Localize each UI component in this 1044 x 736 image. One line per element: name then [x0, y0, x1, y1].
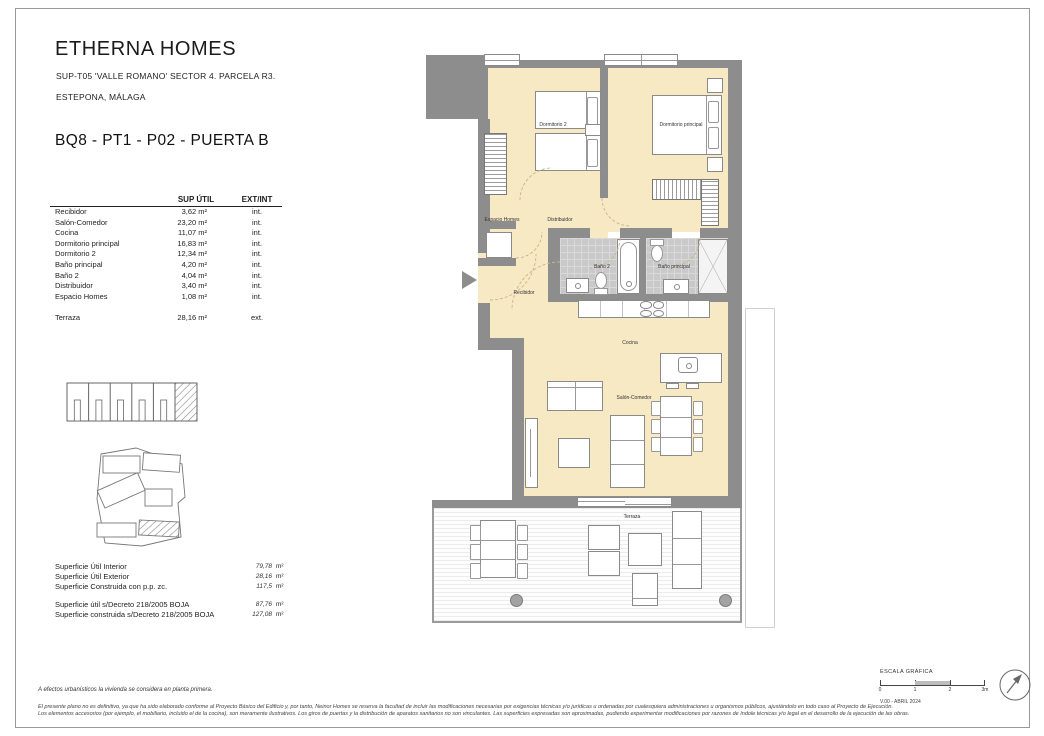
unit-code: BQ8 - PT1 - P02 - PUERTA B — [55, 132, 269, 149]
room-label-bano2: Baño 2 — [594, 264, 610, 270]
floor-plan — [420, 48, 780, 633]
wall — [432, 500, 512, 508]
terrace-chair — [517, 563, 528, 579]
areas-table-row — [50, 228, 282, 239]
appliance — [486, 232, 512, 258]
scale-ruler — [880, 679, 985, 686]
room-label-dormitorio2: Dormitorio 2 — [539, 122, 567, 128]
areas-table-row — [50, 218, 282, 229]
coffee-table — [558, 438, 590, 468]
cooktop — [640, 301, 664, 317]
areas-table-row — [50, 207, 282, 218]
room-location: int. — [251, 270, 262, 280]
room-label-recibidor: Recibidor — [513, 290, 535, 296]
washbasin — [566, 278, 589, 293]
room-label-distribuidor: Distribuidor — [547, 217, 573, 223]
highlighted-unit — [175, 383, 197, 421]
stool — [686, 383, 699, 389]
room-location: int. — [251, 238, 262, 248]
room-location: int. — [251, 207, 262, 216]
room-name: Baño principal — [55, 259, 103, 269]
scale-tick-label: 1 — [913, 687, 917, 693]
room-label-espacio-homes: Espacio Homes — [484, 217, 520, 223]
terrace-table — [480, 520, 516, 578]
summary-unit: m² — [276, 573, 284, 580]
summary-rows-1 — [55, 562, 292, 592]
single-bed — [535, 133, 601, 171]
room-area: 28,16 m² — [177, 313, 207, 323]
wall — [640, 238, 646, 296]
summary-unit: m² — [276, 583, 284, 590]
summary-block — [55, 562, 292, 620]
stool — [666, 383, 679, 389]
summary-rows-2 — [55, 600, 292, 620]
bathtub — [617, 239, 640, 294]
scale-fill-segment — [915, 681, 950, 685]
dining-chair — [651, 437, 661, 452]
summary-label: Superficie construida s/Decreto 218/2005 BOJA — [55, 610, 215, 619]
room-location: int. — [251, 259, 262, 269]
dining-table — [660, 396, 692, 456]
areas-table-rows — [50, 207, 282, 302]
scale-tick-label: 3m — [981, 687, 989, 693]
terrace-sofa — [672, 511, 702, 589]
dining-chair — [693, 419, 703, 434]
terrace-chair — [517, 544, 528, 560]
wall — [700, 228, 742, 238]
header-room-column — [50, 195, 160, 204]
shower — [698, 239, 728, 294]
room-area: 12,34 m² — [177, 249, 207, 259]
room-label-terraza: Terraza — [623, 514, 641, 520]
wall — [478, 258, 516, 266]
wall — [548, 228, 560, 300]
terrace-chair — [470, 525, 481, 541]
header-location-column: EXT/INT — [241, 195, 273, 204]
nightstand — [585, 124, 601, 136]
scale-title: ESCALA GRÁFICA — [880, 669, 933, 675]
planta-note: A efectos urbanísticos la vivienda se considera en planta primera. — [38, 687, 213, 693]
room-name: Espacio Homes — [55, 291, 108, 301]
scale-bar — [880, 669, 1010, 705]
window — [604, 54, 678, 66]
room-area: 3,40 m² — [181, 281, 207, 291]
room-location: int. — [251, 217, 262, 227]
scale-numbers — [880, 687, 1010, 694]
scale-tick-label: 2 — [948, 687, 952, 693]
room-label-cocina: Cocina — [622, 340, 638, 346]
wardrobe — [701, 179, 719, 226]
room-location: int. — [251, 249, 262, 259]
room-area: 1,08 m² — [181, 291, 207, 301]
wall — [620, 228, 672, 238]
summary-row — [55, 572, 292, 582]
terrace-chair — [470, 563, 481, 579]
summary-row — [55, 610, 292, 620]
room-area: 23,20 m² — [177, 217, 207, 227]
scale-tick-label: 0 — [878, 687, 882, 693]
summary-val: 117,5 — [256, 583, 272, 590]
summary-label: Superficie Útil Exterior — [55, 572, 130, 581]
room-location: ext. — [250, 313, 264, 323]
disclaimer-line-1: El presente plano no es definitivo, ya que ha sido elaborado conforme al Proyecto Básico del Edificio y, por tanto, Neinor Homes se reserva la facultad de incluir las modificaciones necesarias por exigencias técnicas y/o jurídicas u ordenadas por cualesquiera administraciones u organismos públicos, ajustándolo en todo caso al Proyecto de Ejecución. — [38, 704, 894, 710]
column — [510, 594, 523, 607]
site-plan-diagram — [84, 444, 192, 552]
disclaimer-line-2: Los elementos accesorios (por ejemplo, el mobiliario, incluido el de la cocina), son meramente ilustrativos. Los giros de puertas y la distribución de aparatos sanitarios no son vinculantes. Las superficies expresadas son aproximadas, pudiendo experimentar modificaciones por razones de índole técnicas y/o legal en el desarrollo de la ejecución de las obras. — [38, 711, 910, 717]
areas-table-row — [50, 292, 282, 303]
areas-table-header — [50, 195, 282, 207]
wall — [728, 60, 742, 508]
terrace-armchair — [628, 533, 662, 566]
room-name: Distribuidor — [55, 281, 93, 291]
room-area: 16,83 m² — [177, 238, 207, 248]
room-location: int. — [251, 228, 262, 238]
room-name: Terraza — [55, 313, 81, 323]
header-area-column: SUP ÚTIL — [177, 195, 215, 204]
dining-chair — [693, 401, 703, 416]
room-location: int. — [251, 291, 262, 301]
summary-unit: m² — [276, 611, 284, 618]
entry-arrow-icon — [462, 271, 477, 289]
summary-row — [55, 582, 292, 592]
site-strip-diagram — [66, 380, 198, 424]
summary-val: 127,08 — [252, 611, 272, 618]
page-title: ETHERNA HOMES — [55, 38, 237, 60]
washbasin — [663, 279, 689, 294]
wardrobe — [484, 133, 507, 195]
wardrobe — [652, 179, 708, 200]
location-subtitle: ESTEPONA, MÁLAGA — [56, 92, 146, 102]
terrace-armchair — [588, 525, 620, 550]
highlighted-building — [139, 520, 180, 537]
summary-label: Superficie útil s/Decreto 218/2005 BOJA — [55, 600, 190, 609]
sofa — [610, 415, 645, 488]
dining-chair — [651, 419, 661, 434]
room-area: 4,20 m² — [181, 259, 207, 269]
room-label-bano-principal: Baño principal — [658, 264, 690, 270]
terrace-side-table — [632, 573, 658, 606]
column — [719, 594, 732, 607]
summary-val: 79,78 — [255, 563, 272, 570]
summary-row — [55, 562, 292, 572]
areas-table-row — [50, 271, 282, 282]
room-name: Dormitorio 2 — [55, 249, 96, 259]
room-area: 11,07 m² — [177, 228, 207, 238]
areas-table-row — [50, 313, 282, 324]
areas-table-terrace — [50, 313, 282, 324]
sofa — [547, 381, 603, 411]
summary-unit: m² — [276, 601, 284, 608]
areas-table-row — [50, 239, 282, 250]
room-area: 3,62 m² — [181, 207, 207, 216]
terrace-armchair — [588, 551, 620, 576]
wall — [560, 228, 590, 238]
dining-chair — [651, 401, 661, 416]
kitchen-sink — [678, 357, 698, 373]
summary-label: Superficie Útil Interior — [55, 562, 127, 571]
room-name: Cocina — [55, 228, 79, 238]
window — [484, 54, 520, 66]
summary-val: 87,76 — [255, 601, 272, 608]
terrace-chair — [517, 525, 528, 541]
room-label-dormitorio-principal: Dormitorio principal — [659, 122, 703, 128]
room-label-salon-comedor: Salón-Comedor — [616, 395, 652, 401]
summary-val: 28,16 — [255, 573, 272, 580]
sliding-door — [577, 497, 672, 507]
room-name: Baño 2 — [55, 270, 79, 280]
nightstand — [707, 78, 723, 93]
room-name: Recibidor — [55, 207, 87, 216]
summary-row — [55, 600, 292, 610]
areas-table — [50, 195, 282, 324]
areas-table-row — [50, 249, 282, 260]
toilet — [649, 239, 665, 262]
north-arrow-icon — [996, 666, 1034, 704]
areas-table-row — [50, 260, 282, 271]
nightstand — [707, 157, 723, 172]
areas-table-row — [50, 281, 282, 292]
room-name: Salón-Comedor — [55, 217, 108, 227]
terrace-chair — [470, 544, 481, 560]
project-subtitle: SUP-T05 'VALLE ROMANO' SECTOR 4. PARCELA R3. — [56, 71, 276, 81]
dining-chair — [693, 437, 703, 452]
wall — [512, 338, 524, 500]
adjacent-terrace-outline — [745, 308, 775, 628]
toilet — [593, 272, 609, 295]
version-label: V.00 - ABRIL 2024 — [880, 699, 921, 705]
room-name: Dormitorio principal — [55, 238, 120, 248]
room-location: int. — [251, 281, 262, 291]
tv-unit — [525, 418, 538, 488]
summary-unit: m² — [276, 563, 284, 570]
wall — [600, 68, 608, 198]
room-area: 4,04 m² — [181, 270, 207, 280]
summary-label: Superficie Construida con p.p. zc. — [55, 582, 168, 591]
